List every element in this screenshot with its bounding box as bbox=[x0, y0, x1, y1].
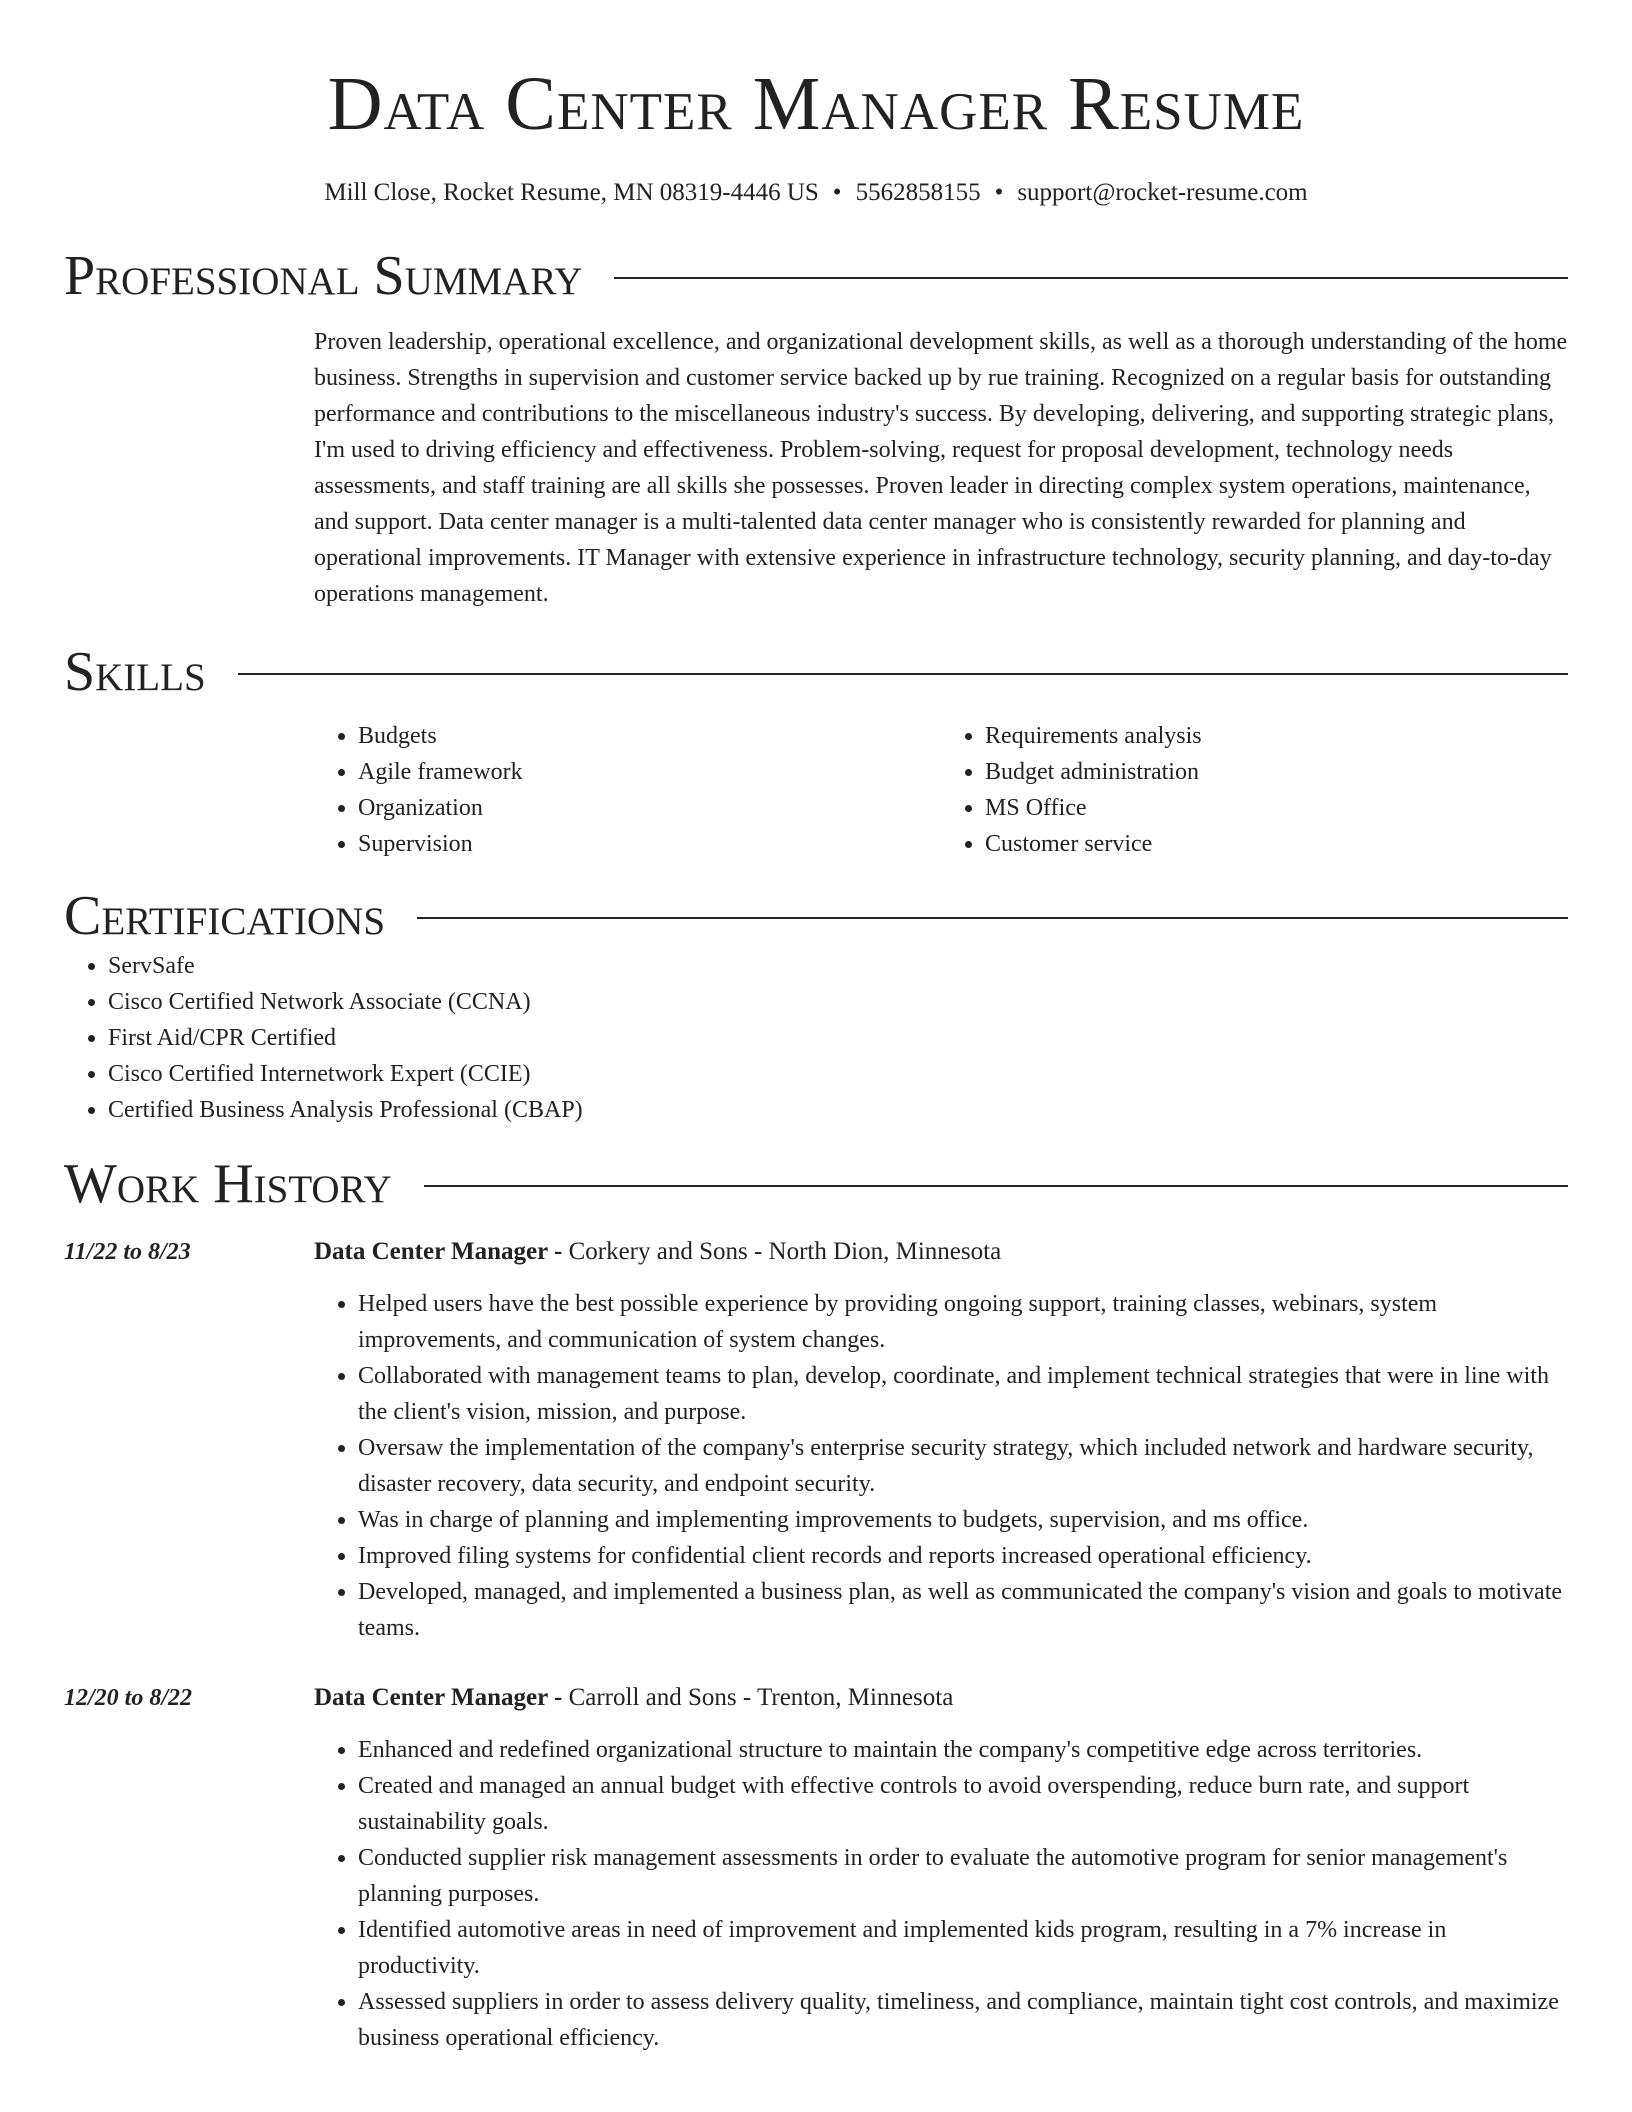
job-details bbox=[314, 1680, 1568, 2056]
certification-item: • ServSafe bbox=[108, 948, 1568, 984]
skill-item: • Requirements analysis bbox=[985, 718, 1568, 754]
job-bullet: • Improved filing systems for confidential client records and reports increased operational efficiency. bbox=[358, 1538, 1568, 1574]
job-bullet: • Assessed suppliers in order to assess delivery quality, timeliness, and compliance, maintain tight cost controls, and maximize business operational efficiency. bbox=[358, 1984, 1568, 2056]
contact-separator: • bbox=[832, 179, 842, 206]
contact-phone: 5562858155 bbox=[855, 179, 981, 206]
certifications-list bbox=[64, 948, 1568, 1128]
certification-item: • Certified Business Analysis Professional (CBAP) bbox=[108, 1092, 1568, 1128]
job-bullet: • Was in charge of planning and implementing improvements to budgets, supervision, and ms office. bbox=[358, 1502, 1568, 1538]
contact-separator: • bbox=[994, 179, 1004, 206]
skill-item: • MS Office bbox=[985, 790, 1568, 826]
skill-item: • Customer service bbox=[985, 826, 1568, 862]
job-dates: 11/22 to 8/23 bbox=[64, 1239, 191, 1265]
job-bullets bbox=[314, 1732, 1568, 2056]
work-heading: Work History bbox=[64, 1153, 392, 1215]
summary-text: Proven leadership, operational excellence, and organizational development skills, as well as a thorough understanding of the home business. Strengths in supervision and customer service backed up by rue training. Recognized on a regular basis for outstanding performance and contributions to the miscellaneous industry's success. By developing, delivering, and supporting strategic plans, I'm used to driving efficiency and effectiveness. Problem-solving, request for proposal development, technology needs assessments, and staff training are all skills she possesses. Proven leader in directing complex system operations, maintenance, and support. Data center manager is a multi-talented data center manager who is consistently rewarded for planning and operational improvements. IT Manager with extensive experience in infrastructure technology, security planning, and day-to-day operations management. bbox=[314, 329, 1568, 607]
job-bullet: • Collaborated with management teams to plan, develop, coordinate, and implement technical strategies that were in line with the client's vision, mission, and purpose. bbox=[358, 1358, 1568, 1430]
job-company: Corkery and Sons - North Dion, Minnesota bbox=[568, 1238, 1002, 1265]
contact-address: Mill Close, Rocket Resume, MN 08319-4446 US bbox=[324, 179, 819, 206]
job-bullet: • Identified automotive areas in need of improvement and implemented kids program, resulting in a 7% increase in productivity. bbox=[358, 1912, 1568, 1984]
section-divider bbox=[417, 917, 1568, 919]
skill-item: • Supervision bbox=[358, 826, 941, 862]
job-bullet: • Enhanced and redefined organizational structure to maintain the company's competitive edge across territories. bbox=[358, 1732, 1568, 1768]
job-role: Data Center Manager bbox=[314, 1684, 548, 1711]
section-divider bbox=[424, 1185, 1568, 1187]
job-bullets bbox=[314, 1286, 1568, 1646]
skill-item: • Budgets bbox=[358, 718, 941, 754]
skill-item: • Agile framework bbox=[358, 754, 941, 790]
job-title-line: Data Center Manager - Corkery and Sons - North Dion, Minnesota bbox=[314, 1238, 1002, 1265]
certification-item: • Cisco Certified Network Associate (CCNA) bbox=[108, 984, 1568, 1020]
certifications-section-header bbox=[64, 884, 1568, 948]
work-section-header bbox=[64, 1152, 1568, 1216]
contact-email: support@rocket-resume.com bbox=[1017, 179, 1308, 206]
skills-column-right bbox=[941, 718, 1568, 862]
skills-section-header bbox=[64, 640, 1568, 704]
job-bullet: • Created and managed an annual budget with effective controls to avoid overspending, reduce burn rate, and support sustainability goals. bbox=[358, 1768, 1568, 1840]
job-role: Data Center Manager bbox=[314, 1238, 548, 1265]
job-entry bbox=[64, 1234, 1568, 1646]
skill-item: • Organization bbox=[358, 790, 941, 826]
job-entry bbox=[64, 1680, 1568, 2056]
job-company: Carroll and Sons - Trenton, Minnesota bbox=[568, 1684, 954, 1711]
job-dates: 12/20 to 8/22 bbox=[64, 1685, 193, 1711]
summary-heading: Professional Summary bbox=[64, 245, 583, 307]
job-title-line: Data Center Manager - Carroll and Sons - Trenton, Minnesota bbox=[314, 1684, 954, 1711]
section-divider bbox=[238, 673, 1568, 675]
resume-title: Data Center Manager Resume bbox=[327, 62, 1305, 146]
summary-section-header bbox=[64, 244, 1568, 308]
skills-heading: Skills bbox=[64, 641, 206, 703]
job-details bbox=[314, 1234, 1568, 1646]
job-bullet: • Oversaw the implementation of the company's enterprise security strategy, which included network and hardware security, disaster recovery, data security, and endpoint security. bbox=[358, 1430, 1568, 1502]
contact-line bbox=[64, 176, 1568, 210]
job-bullet: • Conducted supplier risk management assessments in order to evaluate the automotive program for senior management's planning purposes. bbox=[358, 1840, 1568, 1912]
skill-item: • Budget administration bbox=[985, 754, 1568, 790]
skills-list bbox=[314, 718, 1568, 862]
section-divider bbox=[614, 277, 1568, 279]
job-bullet: • Developed, managed, and implemented a business plan, as well as communicated the company's vision and goals to motivate teams. bbox=[358, 1574, 1568, 1646]
skills-column-left bbox=[314, 718, 941, 862]
certification-item: • First Aid/CPR Certified bbox=[108, 1020, 1568, 1056]
certification-item: • Cisco Certified Internetwork Expert (CCIE) bbox=[108, 1056, 1568, 1092]
certifications-heading: Certifications bbox=[64, 885, 386, 947]
job-bullet: • Helped users have the best possible experience by providing ongoing support, training classes, webinars, system improvements, and communication of system changes. bbox=[358, 1286, 1568, 1358]
